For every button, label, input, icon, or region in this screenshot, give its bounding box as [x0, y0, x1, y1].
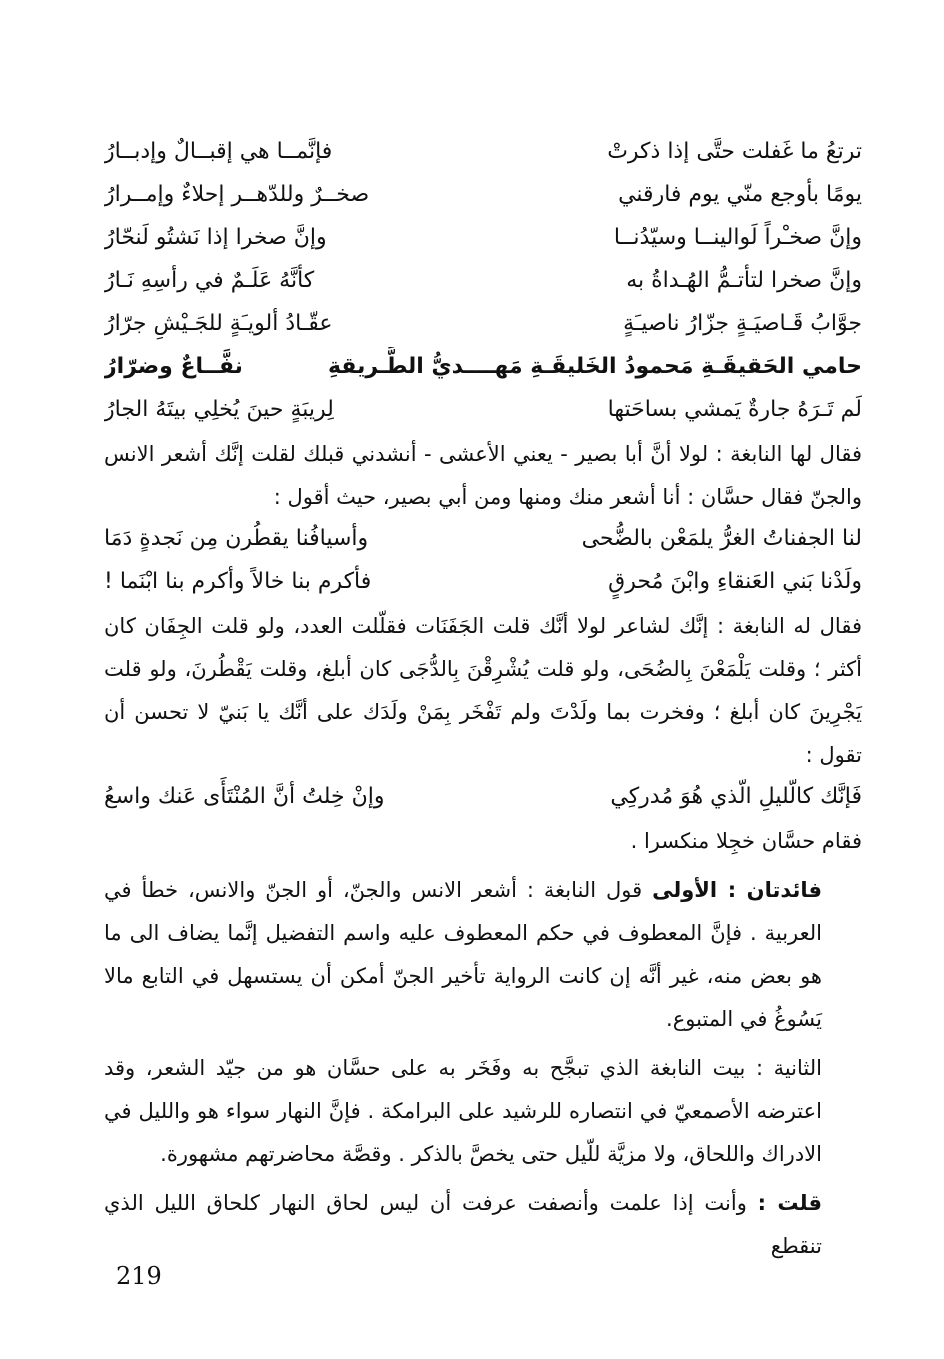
narrative-paragraph: فقال لها النابغة : لولا أنَّ أبا بصير - يعني الأعشى - أنشدني قبلك لقلت إنَّك أشعر الانس والجنّ فقال حسَّان : أنا أشعر منك ومنها ومن أبي بصير، حيث أقول : [104, 442, 862, 509]
note-lead: قلت : [757, 1191, 822, 1215]
page-content [104, 132, 862, 1268]
verse-second-hemistich: عقّـادُ ألويـَةٍ للجَـيْشِ جرّارُ [104, 311, 333, 336]
verse-second-hemistich: وإنْ خِلتُ أنَّ المُنْتَأَى عَنك واسعُ [104, 784, 385, 809]
verse-first-hemistich: لنا الجفناتُ الغرُّ يلمَعْن بالضُّحى [581, 526, 862, 551]
verse-second-hemistich: فأكرم بنا خالاً وأكرم بنا ابْنَما ! [104, 569, 372, 594]
note-text: وأنت إذا علمت وأنصفت عرفت أن ليس لحاق النهار كلحاق الليل الذي تنقطع [104, 1191, 822, 1258]
note-lead: فائدتان : الأولى [652, 878, 822, 902]
verse-second-hemistich: لِريبَةٍ حينَ يُخلِي بيتَهُ الجارُ [104, 397, 334, 422]
verse-first-hemistich: وإنَّ صخرا لتأتـمُّ الهُـداةُ به [626, 268, 862, 293]
verse-line [104, 777, 862, 820]
verse-second-hemistich: وإنَّ صخرا إذا نَشتُو لَنحّارُ [104, 225, 327, 250]
verse-first-hemistich: لَم تَـرَهُ جارةٌ يَمشي بساحَتها [607, 397, 862, 422]
verse-first-hemistich: يومًا بأوجع منّي يوم فارقني [618, 182, 862, 207]
verse-first-hemistich: حامي الحَقيقَـةِ مَحمودُ الخَليقَـةِ مَهــــديُّ الطَّـريقةِ [327, 354, 862, 379]
narrative-line: فقام حسَّان خجِلا منكسرا . [630, 829, 862, 853]
note-text: قول النابغة : أشعر الانس والجنّ، أو الجنّ والانس، خطأ في العربية . فإنَّ المعطوف في حكم المعطوف عليه واسم التفضيل إنَّما يضاف الى ما هو بعض منه، غير أنَّه إن كانت الرواية تأخير الجنّ أمكن أن يستسهل في التابع مالا يَسُوغُ في المتبوع. [104, 878, 822, 1031]
verse-line [104, 304, 862, 347]
page-number: 219 [116, 1262, 162, 1290]
verse-second-hemistich: كأنَّهُ عَلَـمٌ في رأسِهِ نَـارُ [104, 268, 315, 293]
verse-first-hemistich: ترتعُ ما غَفلت حتَّى إذا ذكرتْ [607, 139, 862, 164]
verse-first-hemistich: فَإنَّك كالّليلِ الّذي هُوَ مُدركِي [610, 784, 862, 809]
verse-second-hemistich: وأسيافُنا يقطُرن مِن نَجدةٍ دَمَا [104, 526, 369, 551]
note-paragraph [104, 869, 862, 1041]
verse-line [104, 562, 862, 605]
verse-line [104, 390, 862, 433]
narrative-paragraph: فقال له النابغة : إنَّك لشاعر لولا أنَّك قلت الجَفَنَات فقلّلت العدد، ولو قلت الجِفَان كان أكثر ؛ وقلت يَلْمَعْنَ بِالضُحَى، ولو قلت يُشْرِقْنَ بِالدُّجَى كان أبلغ، وقلت يَقْطُرنَ، ولو قلت يَجْرِينَ كان أبلغ ؛ وفخرت بما ولَدْتَ ولم تَفْخَر بِمَنْ ولَدَك على أنَّك يا بَنيّ لا تحسن أن تقول : [104, 614, 862, 767]
note-paragraph [104, 1182, 862, 1268]
verse-line [104, 218, 862, 261]
verse-first-hemistich: جوَّابُ قَـاصيَـةٍ جزّارُ ناصيـَةٍ [623, 311, 862, 336]
verse-line-bold [104, 347, 862, 390]
verse-second-hemistich: صخــرٌ وللدّهــر إحلاءٌ وإمــرارُ [104, 182, 370, 207]
verse-line [104, 519, 862, 562]
verse-line [104, 261, 862, 304]
note-paragraph: الثانية : بيت النابغة الذي تبجَّح به وفَخَر به على حسَّان هو من جيّد الشعر، وقد اعترضه الأصمعيّ في انتصاره للرشيد على البرامكة . فإنَّ النهار سواء هو والليل في الادراك واللحاق، ولا مزيَّة للّيل حتى يخصَّ بالذكر . وقصَّة محاضرتهم مشهورة. [104, 1056, 822, 1166]
verse-second-hemistich: نفَّــاعٌ وضرّارُ [104, 354, 243, 379]
verse-line [104, 175, 862, 218]
verse-second-hemistich: فإنَّمــا هي إقبــالٌ وإدبــارُ [104, 139, 333, 164]
verse-first-hemistich: ولَدْنا بَني العَنقاءِ وابْنَ مُحرقٍ [608, 569, 862, 594]
verse-line [104, 132, 862, 175]
verse-first-hemistich: وإنَّ صخـْراً لَوالينــا وسيّدُنــا [613, 225, 862, 250]
